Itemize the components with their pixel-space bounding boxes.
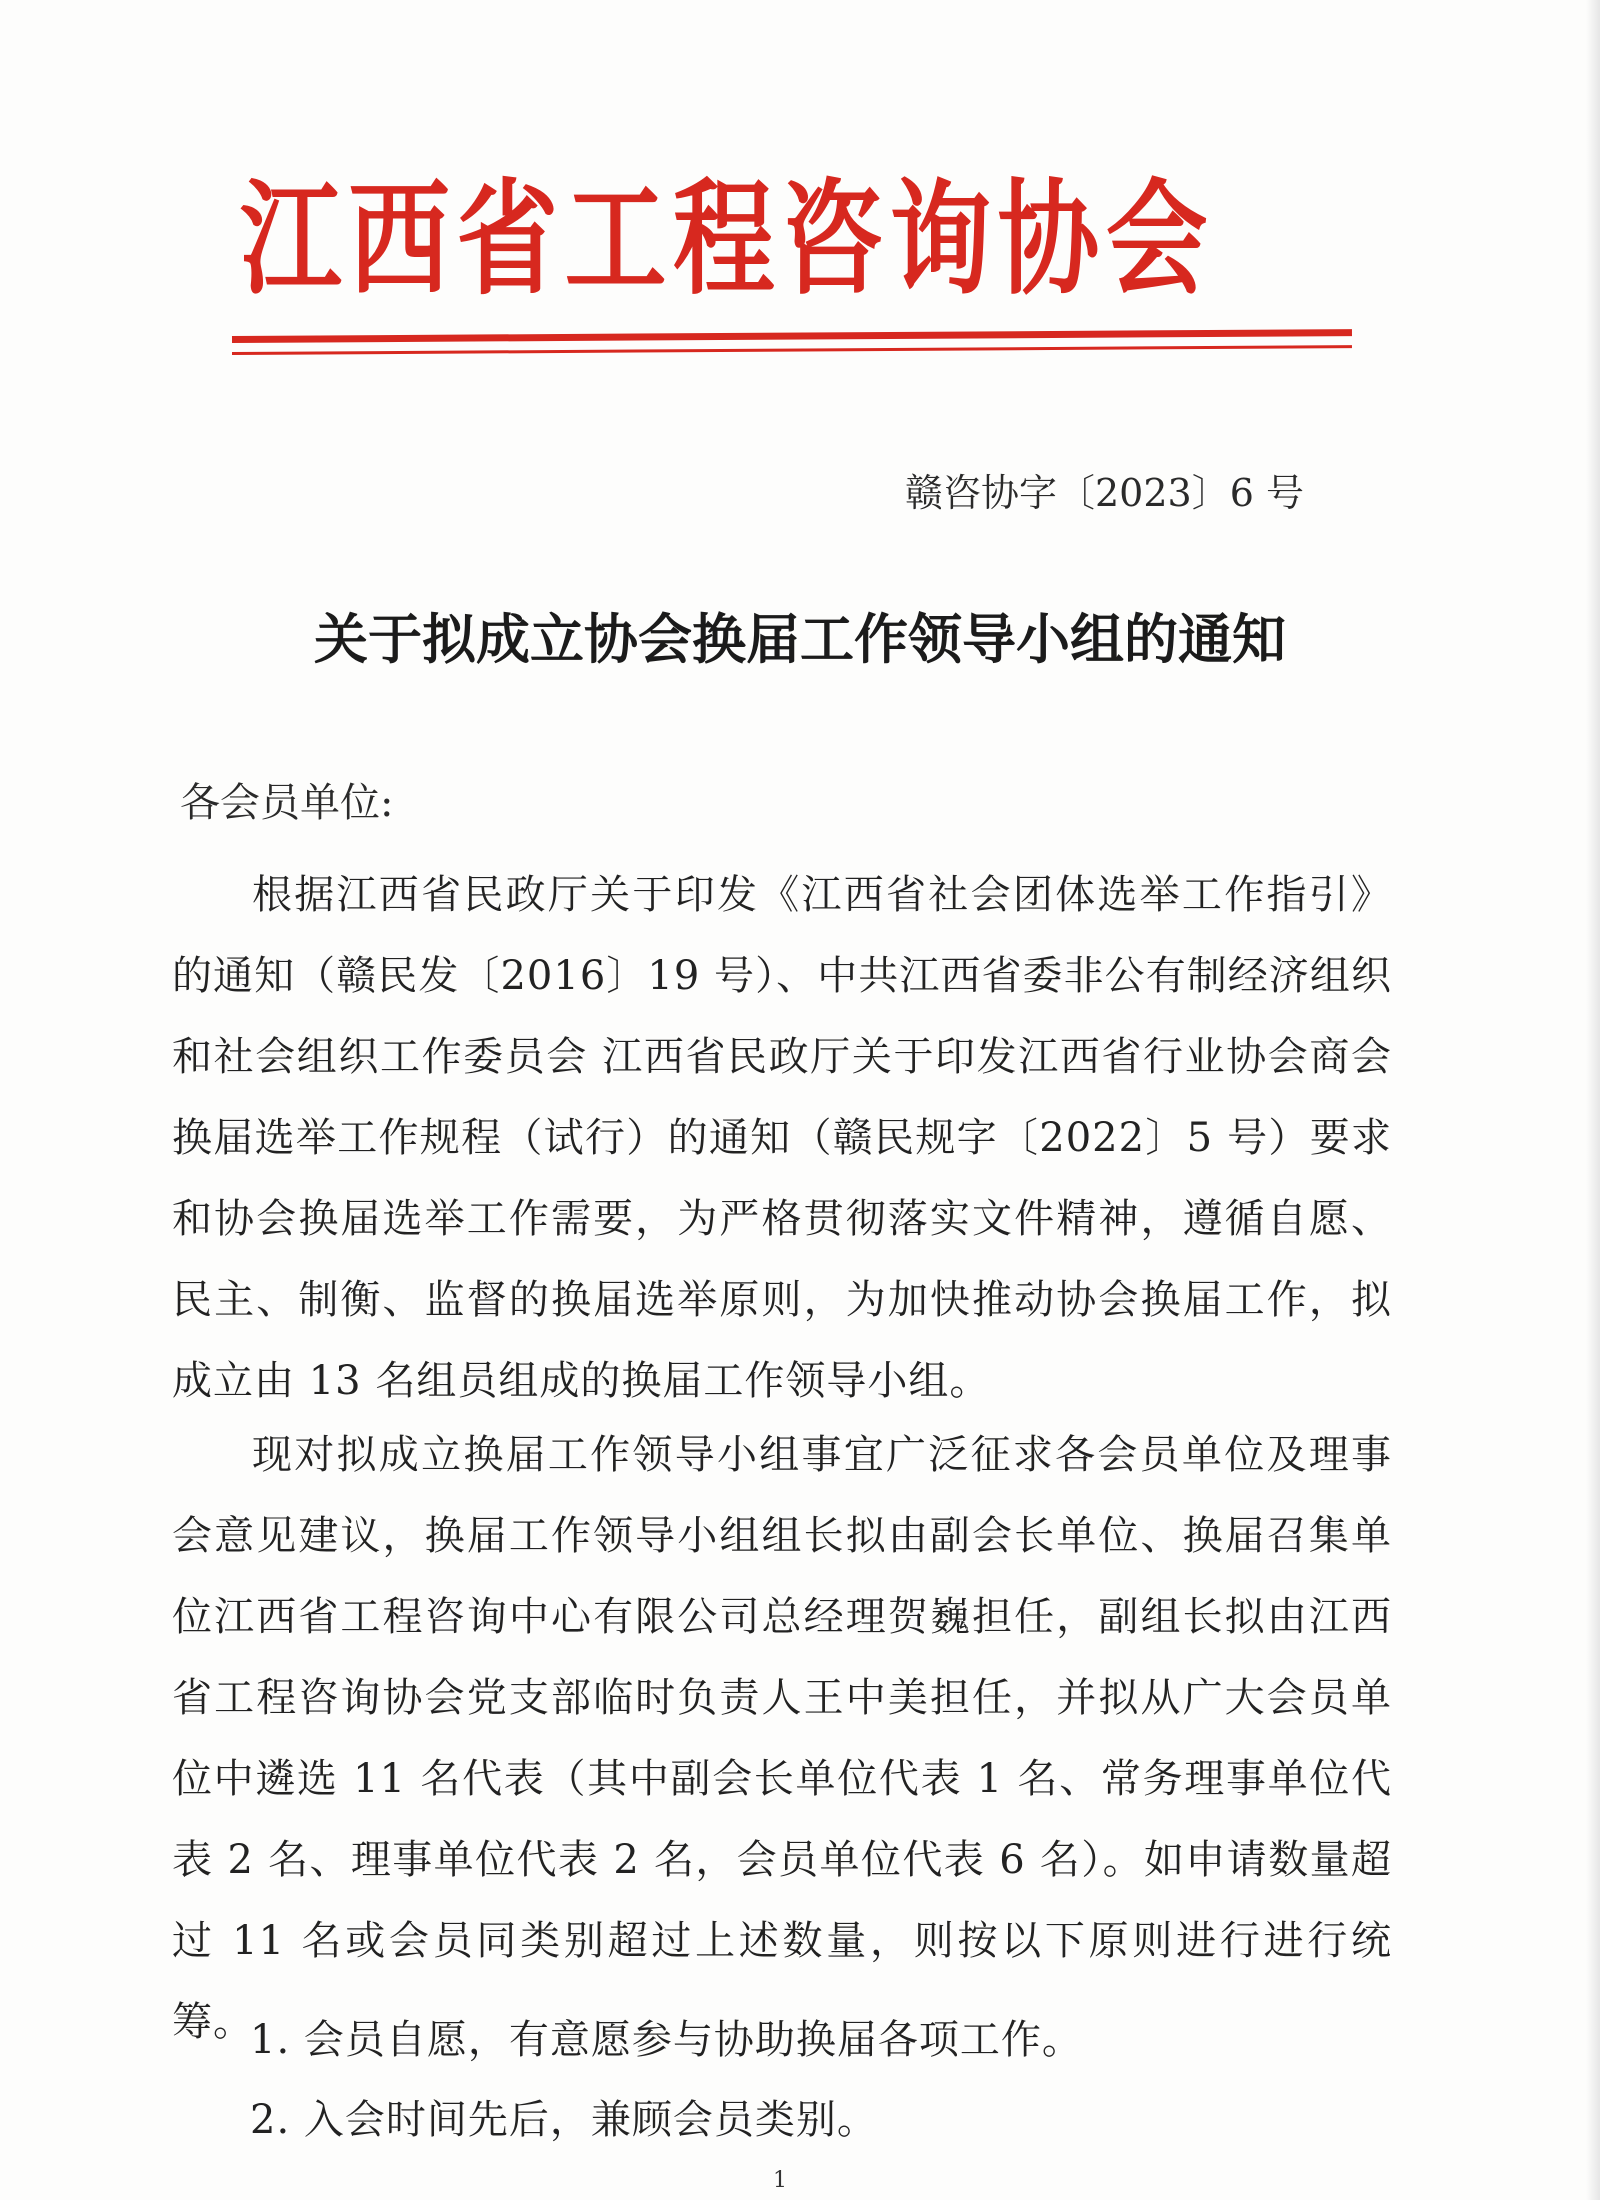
letterhead-rule-thin [232, 345, 1352, 355]
scan-edge-shadow [1586, 0, 1600, 2200]
document-number: 赣咨协字〔2023〕6 号 [905, 471, 1304, 515]
letterhead-rule-thick [232, 329, 1352, 343]
salutation: 各会员单位: [180, 780, 394, 826]
list-item-1: 1. 会员自愿，有意愿参与协助换届各项工作。 [250, 2017, 1083, 2063]
paragraph-1: 根据江西省民政厅关于印发《江西省社会团体选举工作指引》的通知（赣民发〔2016〕19 号）、中共江西省委非公有制经济组织和社会组织工作委员会 江西省民政厅关于印发江西省行业协会商会换届选举工作规程（试行）的通知（赣民规字〔2022〕5 号）要求和协会换届选举工作需要，为严格贯彻落实文件精神，遵循自愿、民主、制衡、监督的换届选举原则，为加快推动协会换届工作，拟成立由 13 名组员组成的换届工作领导小组。 [172, 872, 1392, 1404]
paragraph-2: 现对拟成立换届工作领导小组事宜广泛征求各会员单位及理事会意见建议，换届工作领导小组组长拟由副会长单位、换届召集单位江西省工程咨询中心有限公司总经理贺巍担任，副组长拟由江西省工程咨询协会党支部临时负责人王中美担任，并拟从广大会员单位中遴选 11 名代表（其中副会长单位代表 1 名、常务理事单位代表 2 名、理事单位代表 2 名，会员单位代表 6 名）。如申请数量超过 11 名或会员同类别超过上述数量，则按以下原则进行进行统筹。 [172, 1432, 1392, 2045]
list-item-2: 2. 入会时间先后，兼顾会员类别。 [250, 2097, 878, 2143]
document-title: 关于拟成立协会换届工作领导小组的通知 [314, 608, 1286, 671]
page-number: 1 [773, 2168, 787, 2193]
letterhead-title: 江西省工程咨询协会 [240, 167, 1215, 312]
